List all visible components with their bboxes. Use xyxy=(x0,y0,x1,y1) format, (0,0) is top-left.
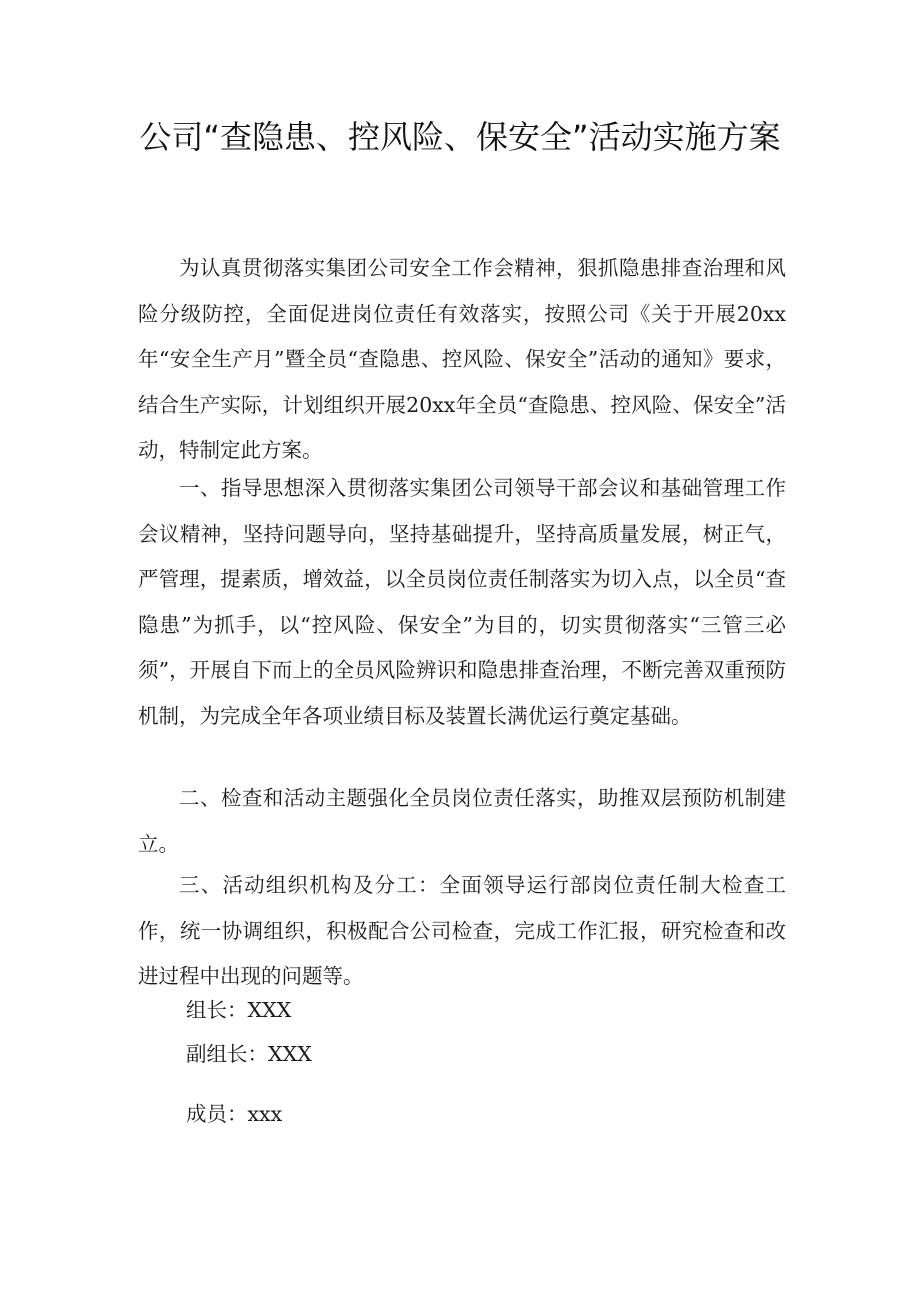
document-title: 公司“查隐患、控风险、保安全”活动实施方案 xyxy=(139,118,781,156)
members-line: 成员：xxx xyxy=(186,1102,283,1126)
deputy-leader-line: 副组长：XXX xyxy=(186,1042,312,1066)
paragraph-guiding-ideology xyxy=(138,466,786,739)
paragraph-text: 为认真贯彻落实集团公司安全工作会精神，狠抓隐患排查治理和风险分级防控，全面促进岗位责任有效落实，按照公司《关于开展20xx年“安全生产月”暨全员“查隐患、控风险、保安全”活动的通知》要求，结合生产实际，计划组织开展20xx年全员“查隐患、控风险、保安全”活动，特制定此方案。 xyxy=(138,256,786,462)
leader-line: 组长：XXX xyxy=(186,998,292,1022)
paragraph-text: 三、活动组织机构及分工：全面领导运行部岗位责任制大检查工作，统一协调组织，积极配合公司检查，完成工作汇报，研究检查和改进过程中出现的问题等。 xyxy=(138,873,786,988)
paragraph-organization xyxy=(138,863,786,1000)
paragraph-theme xyxy=(138,776,786,867)
paragraph-text: 一、指导思想深入贯彻落实集团公司领导干部会议和基础管理工作会议精神，坚持问题导向，坚持基础提升，坚持高质量发展，树正气，严管理，提素质，增效益，以全员岗位责任制落实为切入点，以全员“查隐患”为抓手，以“控风险、保安全”为目的，切实贯彻落实“三管三必须”，开展自下而上的全员风险辨识和隐患排查治理，不断完善双重预防机制，为完成全年各项业绩目标及装置长满优运行奠定基础。 xyxy=(138,476,786,728)
paragraph-text: 二、检查和活动主题强化全员岗位责任落实，助推双层预防机制建立。 xyxy=(138,786,786,856)
paragraph-intro xyxy=(138,246,786,474)
